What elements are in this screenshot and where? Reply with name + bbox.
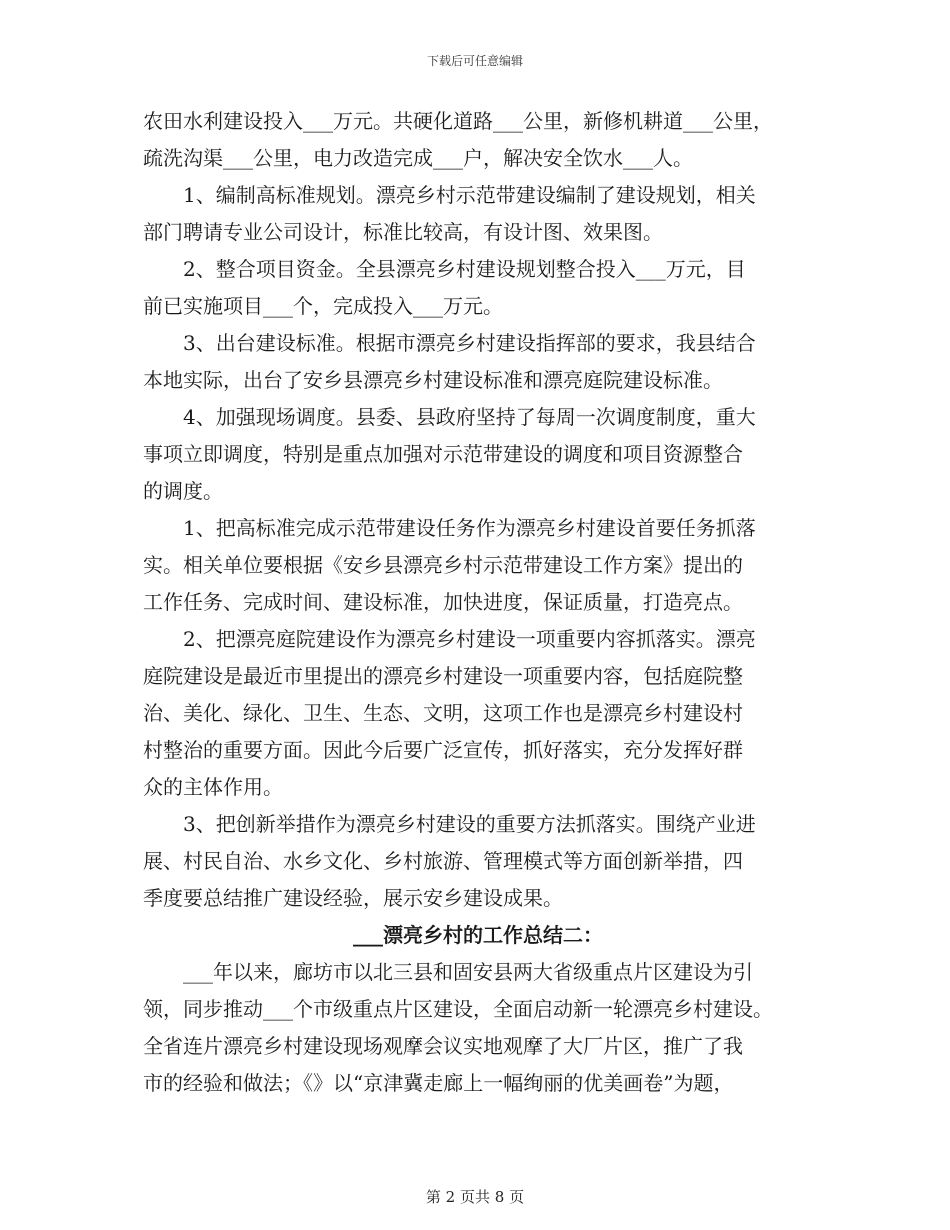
text-line: 4、加强现场调度。县委、县政府坚持了每周一次调度制度，重大 bbox=[183, 405, 756, 429]
page-header: 下载后可任意编辑 bbox=[426, 54, 523, 68]
text-line: ___年以来，廊坊市以北三县和固安县两大省级重点片区建设为引 bbox=[183, 960, 753, 984]
text-line: 实。相关单位要根据《安乡县漂亮乡村示范带建设工作方案》提出的 bbox=[143, 553, 743, 577]
text-line: 前已实施项目___个，完成投入___万元。 bbox=[143, 294, 503, 318]
text-line: 治、美化、绿化、卫生、生态、文明，这项工作也是漂亮乡村建设村 bbox=[143, 701, 743, 725]
text-line: 季度要总结推广建设经验，展示安乡建设成果。 bbox=[143, 886, 563, 910]
text-line: 事项立即调度，特别是重点加强对示范带建设的调度和项目资源整合 bbox=[143, 442, 743, 466]
text-line: 领，同步推动___个市级重点片区建设，全面启动新一轮漂亮乡村建设。 bbox=[143, 997, 773, 1021]
text-line: 众的主体作用。 bbox=[143, 775, 283, 799]
page-footer: 第 2 页共 8 页 bbox=[425, 1188, 525, 1206]
text-line: 全省连片漂亮乡村建设现场观摩会议实地观摩了大厂片区，推广了我 bbox=[143, 1034, 743, 1058]
text-line: 1、编制高标准规划。漂亮乡村示范带建设编制了建设规划，相关 bbox=[183, 183, 756, 207]
text-line: 3、把创新举措作为漂亮乡村建设的重要方法抓落实。围绕产业进 bbox=[183, 812, 756, 836]
text-line: 市的经验和做法；《》以“京津冀走廊上一幅绚丽的优美画卷”为题， bbox=[143, 1071, 734, 1095]
text-line: 2、把漂亮庭院建设作为漂亮乡村建设一项重要内容抓落实。漂亮 bbox=[183, 627, 756, 651]
text-line: 展、村民自治、水乡文化、乡村旅游、管理模式等方面创新举措，四 bbox=[143, 849, 743, 873]
text-line: 农田水利建设投入___万元。共硬化道路___公里，新修机耕道___公里， bbox=[143, 109, 773, 133]
text-line: 疏洗沟渠___公里，电力改造完成___户，解决安全饮水___人。 bbox=[143, 146, 693, 170]
section-heading: ___漂亮乡村的工作总结二： bbox=[353, 923, 603, 947]
document-body bbox=[143, 103, 813, 1102]
text-line: 1、把高标准完成示范带建设任务作为漂亮乡村建设首要任务抓落 bbox=[183, 516, 756, 540]
text-line: 3、出台建设标准。根据市漂亮乡村建设指挥部的要求，我县结合 bbox=[183, 331, 756, 355]
text-line: 庭院建设是最近市里提出的漂亮乡村建设一项重要内容，包括庭院整 bbox=[143, 664, 743, 688]
text-line: 工作任务、完成时间、建设标准，加快进度，保证质量，打造亮点。 bbox=[143, 590, 743, 614]
text-line: 村整治的重要方面。因此今后要广泛宣传，抓好落实，充分发挥好群 bbox=[143, 738, 743, 762]
text-line: 2、整合项目资金。全县漂亮乡村建设规划整合投入___万元，目 bbox=[183, 257, 746, 281]
text-line: 部门聘请专业公司设计，标准比较高，有设计图、效果图。 bbox=[143, 220, 663, 244]
text-line: 的调度。 bbox=[143, 479, 223, 503]
text-line: 本地实际，出台了安乡县漂亮乡村建设标准和漂亮庭院建设标准。 bbox=[143, 368, 723, 392]
